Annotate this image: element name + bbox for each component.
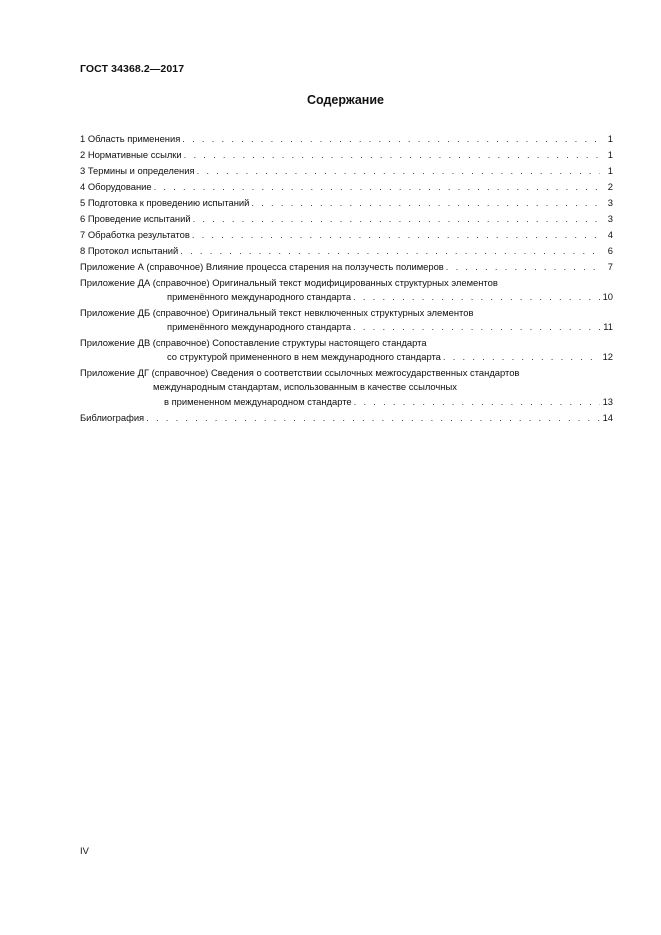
toc-leader-dots [182,131,600,147]
toc-leader-dots [192,227,600,243]
table-of-contents [80,131,613,426]
toc-entry-text-continued: со структурой примененного в нем международного стандарта [167,351,441,362]
toc-leader-dots [193,211,600,227]
toc-leader-dots [354,395,600,410]
toc-entry-7[interactable] [80,227,613,243]
toc-page-number: 7 [607,261,613,272]
toc-entry-bibliography[interactable] [80,410,613,426]
toc-entry-appendix-dv[interactable] [80,336,613,365]
toc-entry-text: 8 Протокол испытаний [80,245,179,256]
toc-entry-appendix-da[interactable] [80,276,613,305]
toc-entry-appendix-dg[interactable] [80,366,613,410]
toc-entry-text: Приложение ДБ (справочное) Оригинальный текст невключенных структурных элементов [80,306,474,318]
toc-entry-text-continued: международным стандартам, использованным в качестве ссылочных [153,381,457,392]
toc-entry-2[interactable] [80,147,613,163]
toc-page-number: 1 [607,149,613,160]
toc-leader-dots [251,195,600,211]
toc-leader-dots [184,147,600,163]
toc-entry-appendix-db[interactable] [80,306,613,335]
toc-entry-text: 5 Подготовка к проведению испытаний [80,197,250,208]
toc-page-number: 14 [602,412,613,423]
toc-page-number: 11 [603,321,613,332]
toc-entry-text: Приложение А (справочное) Влияние процесса старения на ползучесть полимеров [80,261,444,272]
toc-entry-4[interactable] [80,179,613,195]
toc-leader-dots [197,163,600,179]
toc-page-number: 10 [602,291,613,302]
toc-entry-text: 3 Термины и определения [80,165,195,176]
toc-entry-text: Приложение ДА (справочное) Оригинальный текст модифицированных структурных элементов [80,276,498,288]
toc-entry-8[interactable] [80,243,613,259]
toc-entry-text-continued: применённого международного стандарта [167,321,352,332]
toc-page-number: 6 [607,245,613,256]
toc-page-number: 3 [607,197,613,208]
toc-entry-6[interactable] [80,211,613,227]
toc-leader-dots [353,320,600,335]
toc-leader-dots [146,410,599,426]
toc-entry-text-continued: применённого международного стандарта [167,291,352,302]
toc-entry-text: 7 Обработка результатов [80,229,190,240]
toc-leader-dots [353,290,600,305]
toc-entry-appendix-a[interactable] [80,259,613,275]
toc-entry-text: Приложение ДВ (справочное) Сопоставление структуры настоящего стандарта [80,336,427,348]
page-title: Содержание [306,93,384,107]
document-code: ГОСТ 34368.2—2017 [80,63,185,75]
toc-page-number: 1 [607,165,613,176]
toc-page-number: 12 [602,351,613,362]
toc-entry-text: Библиография [80,412,145,423]
toc-page-number: 3 [607,213,613,224]
toc-leader-dots [180,243,600,259]
toc-page-number: 13 [602,395,613,407]
page-number-roman: IV [80,845,89,856]
toc-entry-text: 1 Область применения [80,133,181,144]
toc-entry-text-continued: в примененном международном стандарте [164,395,352,407]
toc-entry-3[interactable] [80,163,613,179]
toc-page-number: 4 [607,229,613,240]
toc-entry-text: 4 Оборудование [80,181,152,192]
toc-entry-text: Приложение ДГ (справочное) Сведения о соответствии ссылочных межгосударственных стандартов [80,366,520,378]
toc-entry-text: 6 Проведение испытаний [80,213,191,224]
toc-leader-dots [446,259,600,275]
toc-page-number: 1 [607,133,613,144]
toc-entry-text: 2 Нормативные ссылки [80,149,182,160]
toc-leader-dots [443,350,600,365]
toc-entry-5[interactable] [80,195,613,211]
toc-page-number: 2 [607,181,613,192]
toc-leader-dots [154,179,600,195]
toc-entry-1[interactable] [80,131,613,147]
